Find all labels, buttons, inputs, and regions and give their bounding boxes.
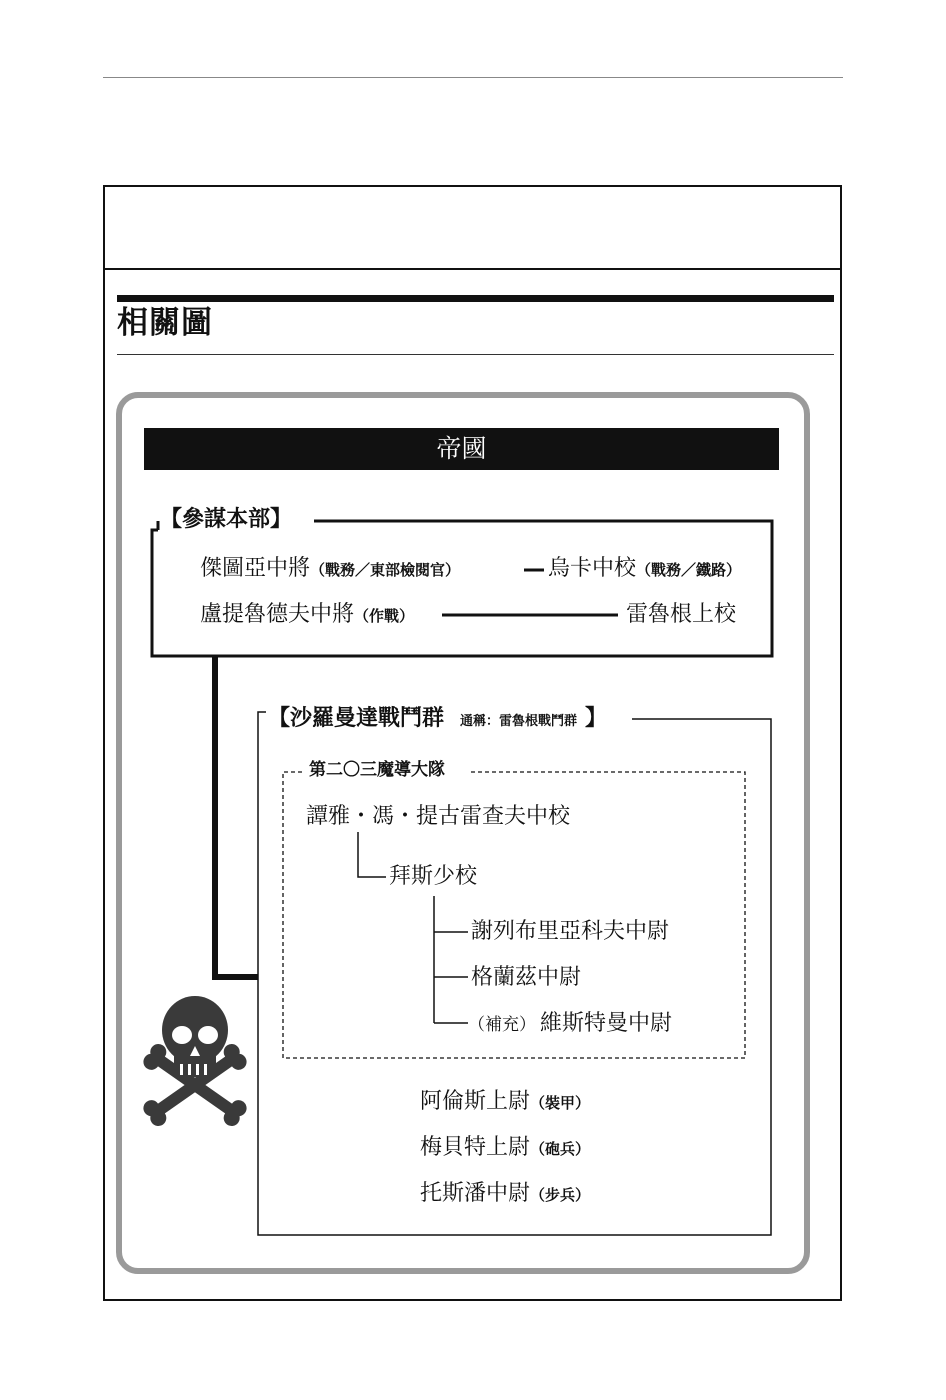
officer-name: 格蘭茲中尉 xyxy=(471,965,582,990)
officer-name: 托斯潘中尉 xyxy=(420,1181,531,1206)
skull-crossbones-icon xyxy=(140,990,250,1130)
battlegroup-label xyxy=(268,708,607,730)
reserve-prefix: （補充） xyxy=(468,1015,536,1035)
general-role: （作戰） xyxy=(354,607,415,625)
subordinate-role: （戰務／鐵路） xyxy=(636,561,742,579)
general-staff-label: 【參謀本部】 xyxy=(160,507,293,532)
battalion-label: 第二〇三魔導大隊 xyxy=(309,760,445,780)
officer-name: 梅貝特上尉 xyxy=(420,1135,531,1160)
officer-role: （步兵） xyxy=(530,1186,591,1204)
battlegroup-alias: 通稱：雷魯根戰鬥群 xyxy=(460,714,578,729)
officer-name: 謝列布里亞科夫中尉 xyxy=(471,919,670,944)
staff-row-1-sub xyxy=(548,558,741,580)
staff-row-2 xyxy=(200,604,414,626)
staff-row-1 xyxy=(200,558,460,580)
battlegroup-name: 【沙羅曼達戰鬥群 xyxy=(268,706,445,731)
general-name: 傑圖亞中將 xyxy=(200,556,311,581)
officer-role: （裝甲） xyxy=(530,1094,591,1112)
other-officer xyxy=(420,1137,590,1159)
empire-header: 帝國 xyxy=(144,428,779,470)
reserve-officer xyxy=(468,1013,672,1035)
commander-name: 譚雅・馮・提古雷查夫中校 xyxy=(306,804,571,829)
officer-name: 阿倫斯上尉 xyxy=(420,1089,531,1114)
officer-role: （砲兵） xyxy=(530,1140,591,1158)
subordinate-name: 烏卡中校 xyxy=(548,556,637,581)
general-role: （戰務／東部檢閱官） xyxy=(310,561,461,579)
subordinate-name: 雷魯根上校 xyxy=(626,602,737,627)
deputy-name: 拜斯少校 xyxy=(389,864,478,889)
general-name: 盧提魯德夫中將 xyxy=(200,602,355,627)
officer-name: 維斯特曼中尉 xyxy=(540,1011,673,1036)
battlegroup-close: 】 xyxy=(585,706,608,731)
other-officer xyxy=(420,1183,590,1205)
other-officer xyxy=(420,1091,590,1113)
page-title: 相關圖 xyxy=(117,305,213,341)
